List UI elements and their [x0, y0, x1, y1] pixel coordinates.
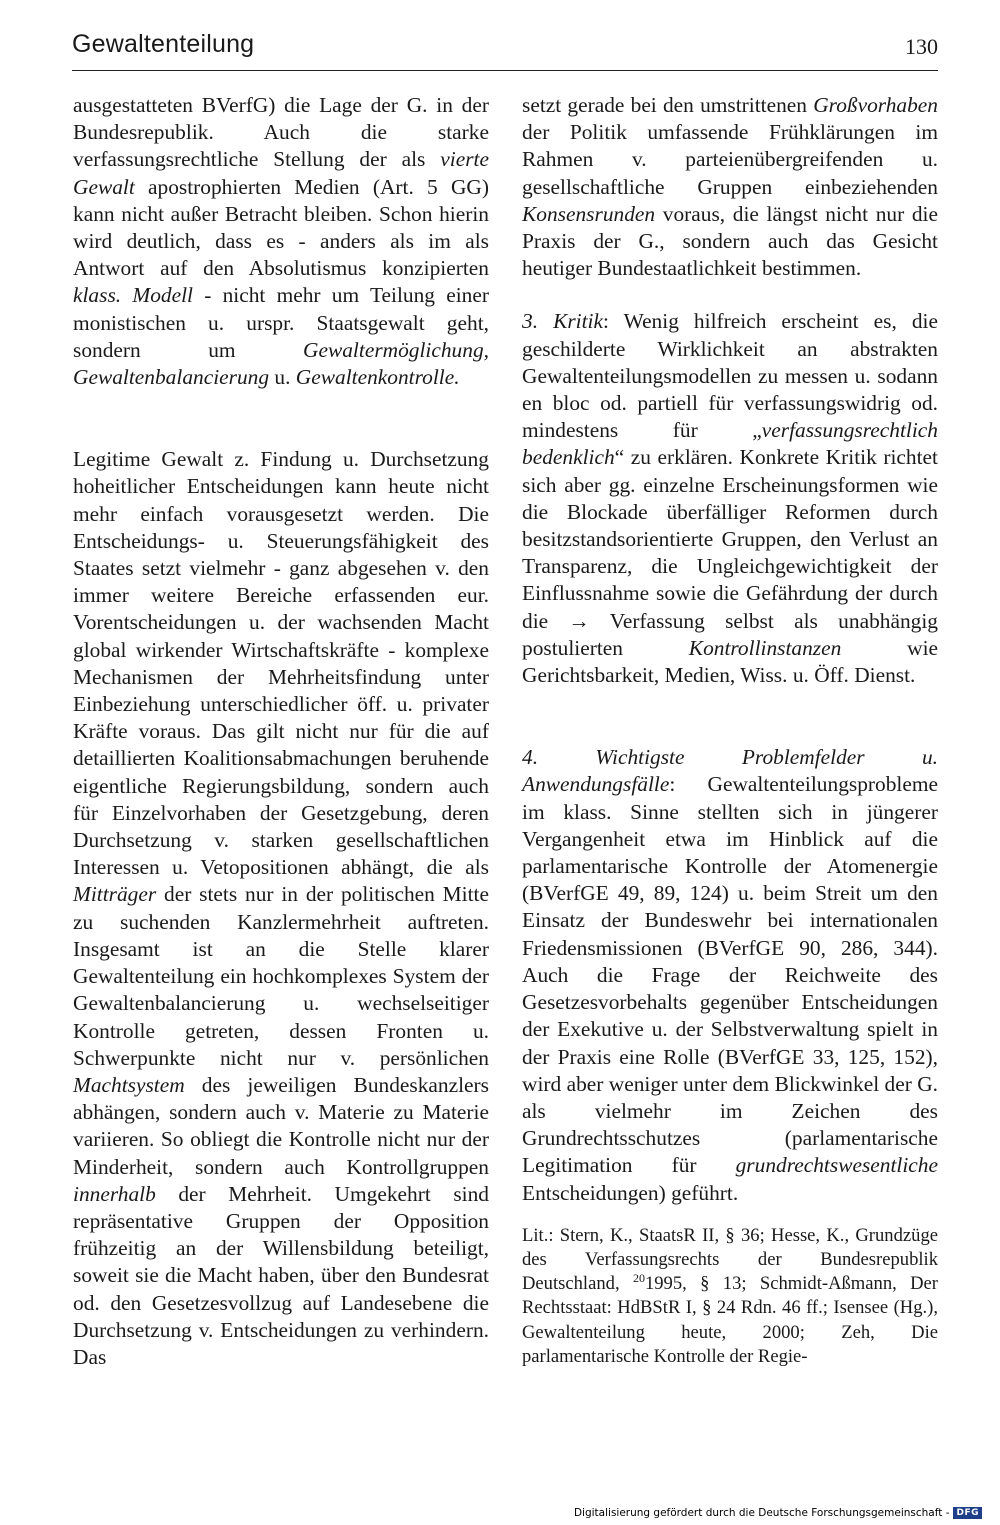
body-text: setzt gerade bei den umstrittenen	[522, 93, 814, 117]
body-text: des jeweiligen Bundeskanzlers abhängen, sondern auch v. Materie zu Materie variieren. So obliegt die Kontrolle nicht nur der Minderheit, sondern auch Kontrollgruppen	[73, 1072, 489, 1179]
emphasis-text: verfassungsrechtlich bedenklich	[522, 418, 938, 470]
body-text: ausgestatteten BVerfG) die Lage der G. in der Bundesrepublik. Auch die starke verfassungsrechtliche Stellung der als	[73, 93, 489, 172]
paragraph-legitimate-power	[73, 446, 489, 1371]
paragraph-balance-of-powers	[73, 92, 489, 391]
emphasis-text: grundrechtswesentliche	[735, 1153, 938, 1178]
section-critique	[522, 308, 938, 689]
body-text: 1995, § 13; Schmidt-Aßmann, Der Rechtsstaat: HdBStR I, § 24 Rdn. 46 ff.; Isensee (Hg.), Gewaltenteilung heute, 2000; Zeh, Die parlamentarische Kontrolle der Regie-	[522, 1273, 938, 1367]
page-number: 130	[905, 34, 938, 59]
body-text: u.	[269, 365, 296, 390]
body-text: : Wenig hilfreich erscheint es, die geschilderte Wirklichkeit an abstrakten Gewaltenteilungsmodellen zu messen u. sodann en bloc od. partiell für verfassungswidrig od. mindestens für „	[522, 309, 938, 443]
emphasis-text: vierte Gewalt	[73, 147, 489, 199]
header-rule	[72, 70, 938, 71]
emphasis-text: Konsensrunden	[522, 201, 656, 226]
emphasis-text: 4. Wichtigste Problemfelder u. Anwendungsfälle	[522, 745, 938, 797]
emphasis-text: Mitträger	[73, 882, 157, 907]
body-text: - nicht mehr um Teilung einer monistischen u. urspr. Staatsgewalt geht, sondern um	[73, 283, 489, 362]
footer-text: Digitalisierung gefördert durch die Deutsche Forschungsgemeinschaft -	[573, 1507, 950, 1519]
paragraph-consensus-rounds	[522, 92, 938, 282]
running-head-title: Gewaltenteilung	[72, 30, 255, 58]
body-text: : Gewaltenteilungsprobleme im klass. Sinne stellten sich in jüngerer Vergangenheit etwa im Hinblick auf die parlamentarische Kontrolle der Atomenergie (BVerfGE 49, 89, 124) u. beim Streit um den Einsatz der Bundeswehr bei internationalen Friedensmissionen (BVerfGE 90, 286, 344). Auch die Frage der Reichweite des Gesetzesvorbehalts gegenüber Entscheidungen der Exekutive u. der Selbstverwaltung spielt in der Praxis eine Rolle (BVerfGE 33, 125, 152), wird aber weniger unter dem Blickwinkel der G. als vielmehr im Zeichen des Grundrechtsschutzes (parlamentarische Legitimation für	[522, 772, 938, 1178]
body-text: der Mehrheit. Umgekehrt sind repräsentative Gruppen der Opposition frühzeitig an der Willensbildung beteiligt, soweit sie die Macht haben, über den Bundesrat od. den Gesetzesvollzug auf Landesebene die Durchsetzung v. Entscheidungen zu verhindern. Das	[73, 1181, 489, 1369]
body-text: Legitime Gewalt z. Findung u. Durchsetzung hoheitlicher Entscheidungen kann heute nicht mehr einfach vorausgesetzt werden. Die Entscheidungs- u. Steuerungsfähigkeit des Staates setzt vielmehr - ganz abgesehen v. den immer weitere Bereiche erfassenden eur. Vorentscheidungen u. der wachsenden Macht global wirkender Wirtschaftskräfte - komplexe Mechanismen der Mehrheitsfindung unter Einbeziehung unterschiedlicher öff. u. privater Kräfte voraus. Das gilt nicht nur für die auf detaillierten Koalitionsabmachungen beruhende eigentliche Regierungsbildung, sondern auch für Einzelvorhaben der Gesetzgebung, deren Durchsetzung v. starken gesellschaftlichen Interessen u. Vetopositionen abhängt, die als	[73, 447, 489, 880]
body-text: der stets nur in der politischen Mitte zu suchenden Kanzlermehrheit auftreten. Insgesamt ist an die Stelle klarer Gewaltenteilung ein hochkomplexes System der Gewaltenbalancierung u. wechselseitiger Kontrolle getreten, dessen Fronten u. Schwerpunkte nicht nur v. persönlichen	[73, 882, 489, 1070]
body-text: wie Gerichtsbarkeit, Medien, Wiss. u. Öff. Dienst.	[522, 635, 939, 688]
right-column	[522, 92, 938, 1369]
left-column	[73, 92, 489, 1371]
body-text: Entscheidungen) geführt.	[522, 1180, 739, 1205]
dfg-logo: DFG	[953, 1507, 982, 1519]
body-text: voraus, die längst nicht nur die Praxis der G., sondern auch das Gesicht heutiger Bundestaatlichkeit bestimmen.	[522, 201, 938, 281]
emphasis-text: Machtsystem	[73, 1072, 185, 1097]
body-text: apostrophierten Medien (Art. 5 GG) kann nicht außer Betracht bleiben. Schon hierin wird deutlich, dass es - anders als im als Antwort auf den Absolutismus konzipierten	[73, 174, 489, 281]
body-text: “ zu erklären. Konkrete Kritik richtet sich aber gg. einzelne Erscheinungsformen wie die Blockade überfälliger Reformen durch besitzstandsorientierte Gruppen, den Verlust an Transparenz, die Ungleichgewichtigkeit der Einflussnahme sowie die Gefährdung der durch die → Verfassung selbst als unabhängig postulierten	[522, 445, 938, 660]
emphasis-text: Großvorhaben	[813, 93, 938, 117]
emphasis-text: 3. Kritik	[522, 309, 603, 334]
emphasis-text: klass. Modell	[73, 283, 193, 308]
emphasis-text: Kontrollinstanzen	[688, 635, 842, 660]
page-header	[72, 28, 938, 72]
emphasis-text: innerhalb	[73, 1181, 156, 1206]
body-text: der Politik umfassende Frühklärungen im Rahmen v. parteienübergreifenden u. gesellschaftliche Gruppen einbeziehenden	[522, 120, 938, 199]
section-problem-areas	[522, 744, 938, 1206]
digitization-footer	[574, 1504, 982, 1522]
emphasis-text: Gewaltenkontrolle.	[295, 365, 460, 390]
body-text: Lit.: Stern, K., StaatsR II, § 36; Hesse, K., Grundzüge des Verfassungsrechts der Bundesrepublik Deutschland,	[522, 1224, 938, 1295]
emphasis-text: Gewaltermöglichung, Gewaltenbalancierung	[73, 337, 489, 390]
literature-references	[522, 1224, 938, 1369]
edition-superscript: 20	[632, 1270, 645, 1285]
